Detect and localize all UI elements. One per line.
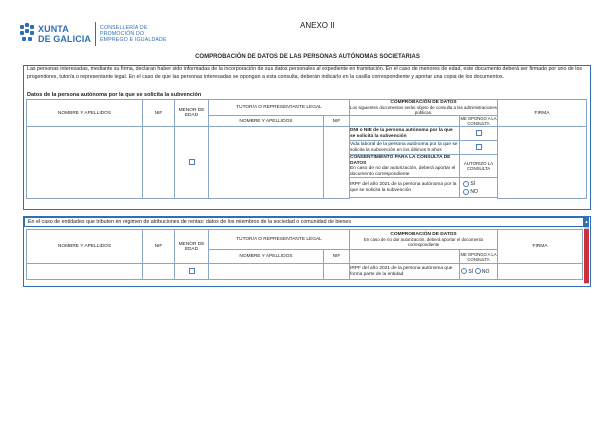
consent-cell [350,155,460,178]
logo-sub2: PROMOCIÓN DO [100,30,145,37]
input-signature[interactable] [498,127,587,199]
input-person-name[interactable] [27,127,143,199]
oppose-dni-cell [460,127,498,141]
blank-header [350,116,460,127]
s2-col-header-nif: NIF [143,230,175,264]
irpf-yes-radio[interactable] [463,181,469,187]
oppose-dni-checkbox[interactable] [476,130,482,136]
col-header-tutor-name: NOMBRE Y APELLIDOS [209,116,324,127]
col-header-minor: MENOR DE EDAD [175,100,209,127]
logo-divider [95,22,96,46]
consent-title: CONSENTIMIENTO PARA LA CONSULTA DE DATOS [350,155,451,166]
s2-doc-irpf: IRPF del año 2021 de la persona autónoma que forma parte de la entidad [350,264,460,280]
s2-input-member-name[interactable] [27,264,143,280]
s2-irpf-no-radio[interactable] [475,268,481,274]
s2-col-header-tutor-name: NOMBRE Y APELLIDOS [209,250,324,264]
minor-checkbox[interactable] [189,159,195,165]
s2-irpf-yes-radio[interactable] [461,268,467,274]
doc-dni: DNI o NIE de la persona autónoma por la que se solicita la subvención [350,127,460,141]
section1-table [26,99,587,199]
s2-minor-checkbox[interactable] [189,268,195,274]
logo-line2: DE GALICIA [38,34,92,44]
s2-col-header-name: NOMBRE Y APELLIDOS [27,230,143,264]
s2-irpf-yes-option[interactable] [460,269,473,275]
xunta-emblem-icon [20,23,34,45]
check-subtitle: Los siguientes documentos serán objeto de consulta a las administraciones públicas. [350,105,497,115]
page-title: COMPROBACIÓN DE DATOS DE LAS PERSONAS AUTÓNOMAS SOCIETARIAS [195,54,420,60]
scrollbar-thumb[interactable] [584,229,589,283]
s2-irpf-radio-cell [460,264,498,280]
col-header-nif: NIF [143,100,175,127]
doc-irpf: IRPF del año 2021 de la persona autónoma por la que se solicita la subvención [350,178,460,198]
irpf-yes-option[interactable] [460,180,497,188]
irpf-yes-label: SÍ [470,180,476,187]
col-header-name: NOMBRE Y APELLIDOS [27,100,143,127]
minor-cell [175,127,209,199]
spacer-a [350,198,460,199]
s2-irpf-no-option[interactable] [475,269,490,275]
logo-line1: XUNTA [38,24,69,34]
section2-heading: En el caso de entidades que tributen en régimen de atribuciones de rentas: datos de los miembros de la sociedad o comunidad de bienes [24,217,584,227]
input-person-nif[interactable] [143,127,175,199]
s2-irpf-yes-label: SÍ [468,268,474,275]
col-header-tutor: TUTOR/A O REPRESENTANTE LEGAL [209,100,350,116]
logo-sub3: EMPREGO E IGUALDADE [100,37,167,44]
oppose-work-life-cell [460,141,498,155]
s2-check-subtitle: En caso de no dar autorización, deberá aportar el documento correspondiente [363,237,484,247]
s2-col-header-sign: FIRMA [498,230,583,264]
s2-minor-cell [175,264,209,280]
doc-work-life: Vida laboral de la persona autónoma por la que se solicita la subvención en los últimos 5 años [350,141,460,155]
s2-col-header-tutor: TUTOR/A O REPRESENTANTE LEGAL [209,230,350,250]
xunta-logo [20,19,180,49]
col-header-check [350,100,498,116]
s2-col-header-tutor-nif: NIF [324,250,350,264]
s2-col-header-minor: MENOR DE EDAD [175,230,209,264]
s2-irpf-no-label: NO [481,268,490,275]
irpf-no-label: NO [470,188,478,195]
logo-sub1: CONSELLERÍA DE [100,24,148,31]
check-title: COMPROBACIÓN DE DATOS [390,100,457,105]
s2-input-tutor-nif[interactable] [324,264,350,280]
annex-label: ANEXO II [300,21,335,30]
spacer-b [460,198,498,199]
section2-scrollbar[interactable] [584,217,589,284]
col-header-sign: FIRMA [498,100,587,127]
col-header-tutor-nif: NIF [324,116,350,127]
irpf-no-radio[interactable] [463,189,469,195]
s2-blank-header [350,250,460,264]
s2-input-tutor-name[interactable] [209,264,324,280]
section1-subheading: Datos de la persona autónoma por la que se solicita la subvención [27,92,202,98]
input-tutor-name[interactable] [209,127,324,199]
section2-table [26,229,583,280]
irpf-radio-cell [460,178,498,198]
s2-check-title: COMPROBACIÓN DE DATOS [390,232,457,237]
intro-text: Las personas interesadas, mediante su firma, declaran haber sido informadas de la incorporación de sus datos personales al expediente en tramitación. En el caso de menores de edad, este documento deberá ser firmado por uno de los progenitores, tutor/a o representante legal. En el caso de que las personas interesadas se opongan a esta consulta, deberán indicarlo en la casilla correspondiente y aportar una copia de los documentos. [27,66,583,80]
s2-col-header-oppose: ME OPONGO A LA CONSULTA [460,251,497,262]
oppose-work-life-checkbox[interactable] [476,144,482,150]
s2-input-signature[interactable] [498,264,583,280]
s2-input-member-nif[interactable] [143,264,175,280]
irpf-no-option[interactable] [460,188,497,196]
s2-col-header-check [350,230,498,250]
authorize-label: AUTORIZO LA CONSULTA [460,155,498,178]
input-tutor-nif[interactable] [324,127,350,199]
col-header-oppose: ME OPONGO A LA CONSULTA [460,116,497,126]
scroll-up-icon[interactable]: ▴ [585,219,588,225]
consent-subtitle: En caso de no dar autorización, deberá aportar el documento correspondiente [350,166,456,177]
